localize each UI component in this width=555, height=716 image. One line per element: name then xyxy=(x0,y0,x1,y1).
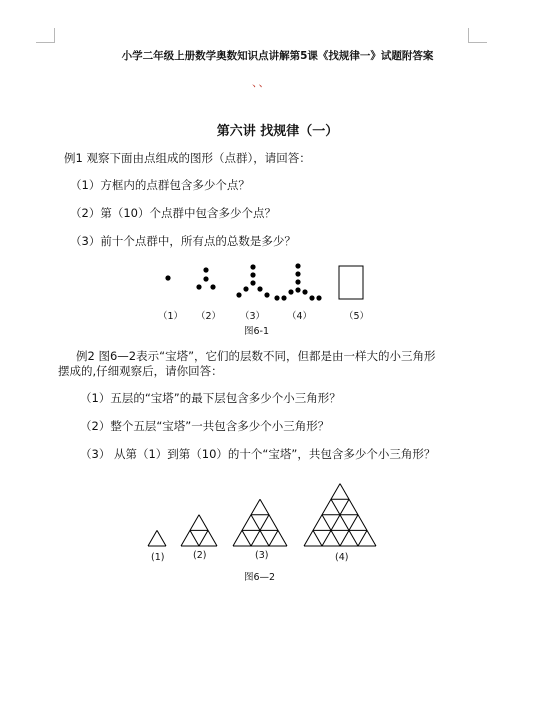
figure-6-2-caption: 图6—2 xyxy=(244,572,276,583)
pagoda-3 xyxy=(233,499,287,546)
pagoda-4 xyxy=(304,484,376,546)
figure-6-2-label-1: (1) xyxy=(151,552,165,563)
figure-6-2-label-2: (2) xyxy=(193,550,207,561)
example2-question-2: （2）整个五层“宝塔”一共包含多少个小三角形？ xyxy=(80,419,330,433)
figure-6-2-label-4: (4) xyxy=(335,552,349,563)
figure-6-2-label-3: (3) xyxy=(255,550,269,561)
example2-intro-line2: 摆成的,仔细观察后，请你回答： xyxy=(58,364,223,378)
dot-group-3 xyxy=(236,264,269,297)
dot-group-2 xyxy=(196,267,215,289)
figure-6-1-label-5: （5） xyxy=(344,311,370,322)
example2-question-3: （3） 从第（1）到第（10）的十个“宝塔”，共包含多少个小三角形？ xyxy=(80,447,436,461)
dot-group-4 xyxy=(274,263,321,300)
dot-group-1 xyxy=(165,275,170,280)
figure-6-1-caption: 图6-1 xyxy=(244,326,270,337)
pagoda-2 xyxy=(181,515,217,546)
figure-6-2-pagodas xyxy=(140,478,390,550)
figure-6-1-label-3: （3） xyxy=(240,311,266,322)
example1-question-2: （2）第（10）个点群中包含多少个点？ xyxy=(70,206,276,220)
example2-question-1: （1）五层的“宝塔”的最下层包含多少个小三角形？ xyxy=(80,391,341,405)
pagoda-1 xyxy=(148,530,166,546)
lesson-title: 第六讲 找规律（一） xyxy=(216,124,339,139)
document-header: 小学二年级上册数学奥数知识点讲解第5课《找规律一》试题附答案 xyxy=(121,50,434,62)
empty-box-5 xyxy=(339,266,363,299)
figure-6-1-label-1: （1） xyxy=(158,311,184,322)
example1-intro: 例1 观察下面由点组成的图形（点群），请回答： xyxy=(64,151,311,165)
page-corner-mark-left xyxy=(36,28,55,43)
example2-intro-line1: 例2 图6—2表示“宝塔”，它们的层数不同，但都是由一样大的小三角形 xyxy=(76,349,436,363)
red-mark: 、、 xyxy=(252,76,271,89)
example1-question-1: （1）方框内的点群包含多少个点？ xyxy=(70,178,250,192)
figure-6-1-label-2: （2） xyxy=(196,311,222,322)
page-corner-mark-right xyxy=(468,28,487,43)
figure-6-1-label-4: （4） xyxy=(287,311,313,322)
example1-question-3: （3）前十个点群中，所有点的总数是多少？ xyxy=(70,234,296,248)
